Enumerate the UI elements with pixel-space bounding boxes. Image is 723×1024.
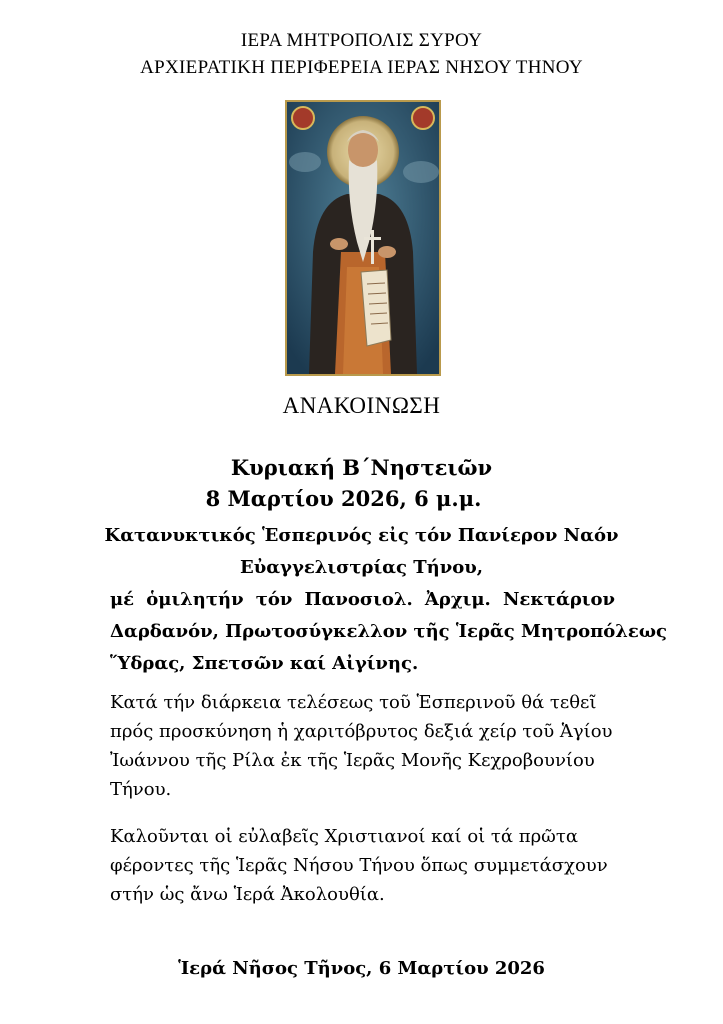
footer-place-date: Ἱερά Νῆσος Τῆνος, 6 Μαρτίου 2026 bbox=[178, 958, 545, 979]
speaker-line-2: Δαρδανόν, Πρωτοσύγκελλον τῆς Ἱερᾶς Μητροπόλεως bbox=[110, 621, 667, 642]
header-line-1: ΙΕΡΑ ΜΗΤΡΟΠΟΛΙΣ ΣΥΡΟΥ bbox=[240, 30, 483, 51]
announcement-datetime: 8 Μαρτίου 2026, 6 μ.μ. bbox=[205, 486, 482, 511]
speaker-line-3: Ὕδρας, Σπετσῶν καί Αἰγίνης. bbox=[110, 653, 419, 674]
header-line-2: ΑΡΧΙΕΡΑΤΙΚΗ ΠΕΡΙΦΕΡΕΙΑ ΙΕΡΑΣ ΝΗΣΟΥ ΤΗΝΟΥ bbox=[140, 57, 583, 78]
body-paragraph-2: Καλοῦνται οἱ εὐλαβεῖς Χριστιανοί καί οἱ τά πρῶτα φέροντες τῆς Ἱερᾶς Νήσου Τήνου ὅπως συμμετάσχουν στήν ὡς ἄνω Ἱερά Ἀκολουθία. bbox=[110, 826, 608, 905]
body-paragraph-1: Κατά τήν διάρκεια τελέσεως τοῦ Ἑσπερινοῦ θά τεθεῖ πρός προσκύνηση ἡ χαριτόβρυτος δεξιά χείρ τοῦ Ἁγίου Ἰωάννου τῆς Ρίλα ἐκ τῆς Ἱερᾶς Μονῆς Κεχροβουνίου Τήνου. bbox=[110, 692, 613, 800]
service-line-1: Κατανυκτικός Ἑσπερινός εἰς τόν Πανίερον Ναόν bbox=[104, 525, 619, 546]
saint-icon bbox=[285, 100, 441, 376]
announcement-day: Κυριακή Β΄Νηστειῶν bbox=[230, 455, 493, 480]
service-line-2: Εὐαγγελιστρίας Τήνου, bbox=[240, 557, 483, 578]
speaker-line-1: μέ ὁμιλητήν τόν Πανοσιολ. Ἀρχιμ. Νεκτάριον bbox=[110, 589, 615, 610]
announcement-title: ΑΝΑΚΟΙΝΩΣΗ bbox=[282, 393, 441, 418]
